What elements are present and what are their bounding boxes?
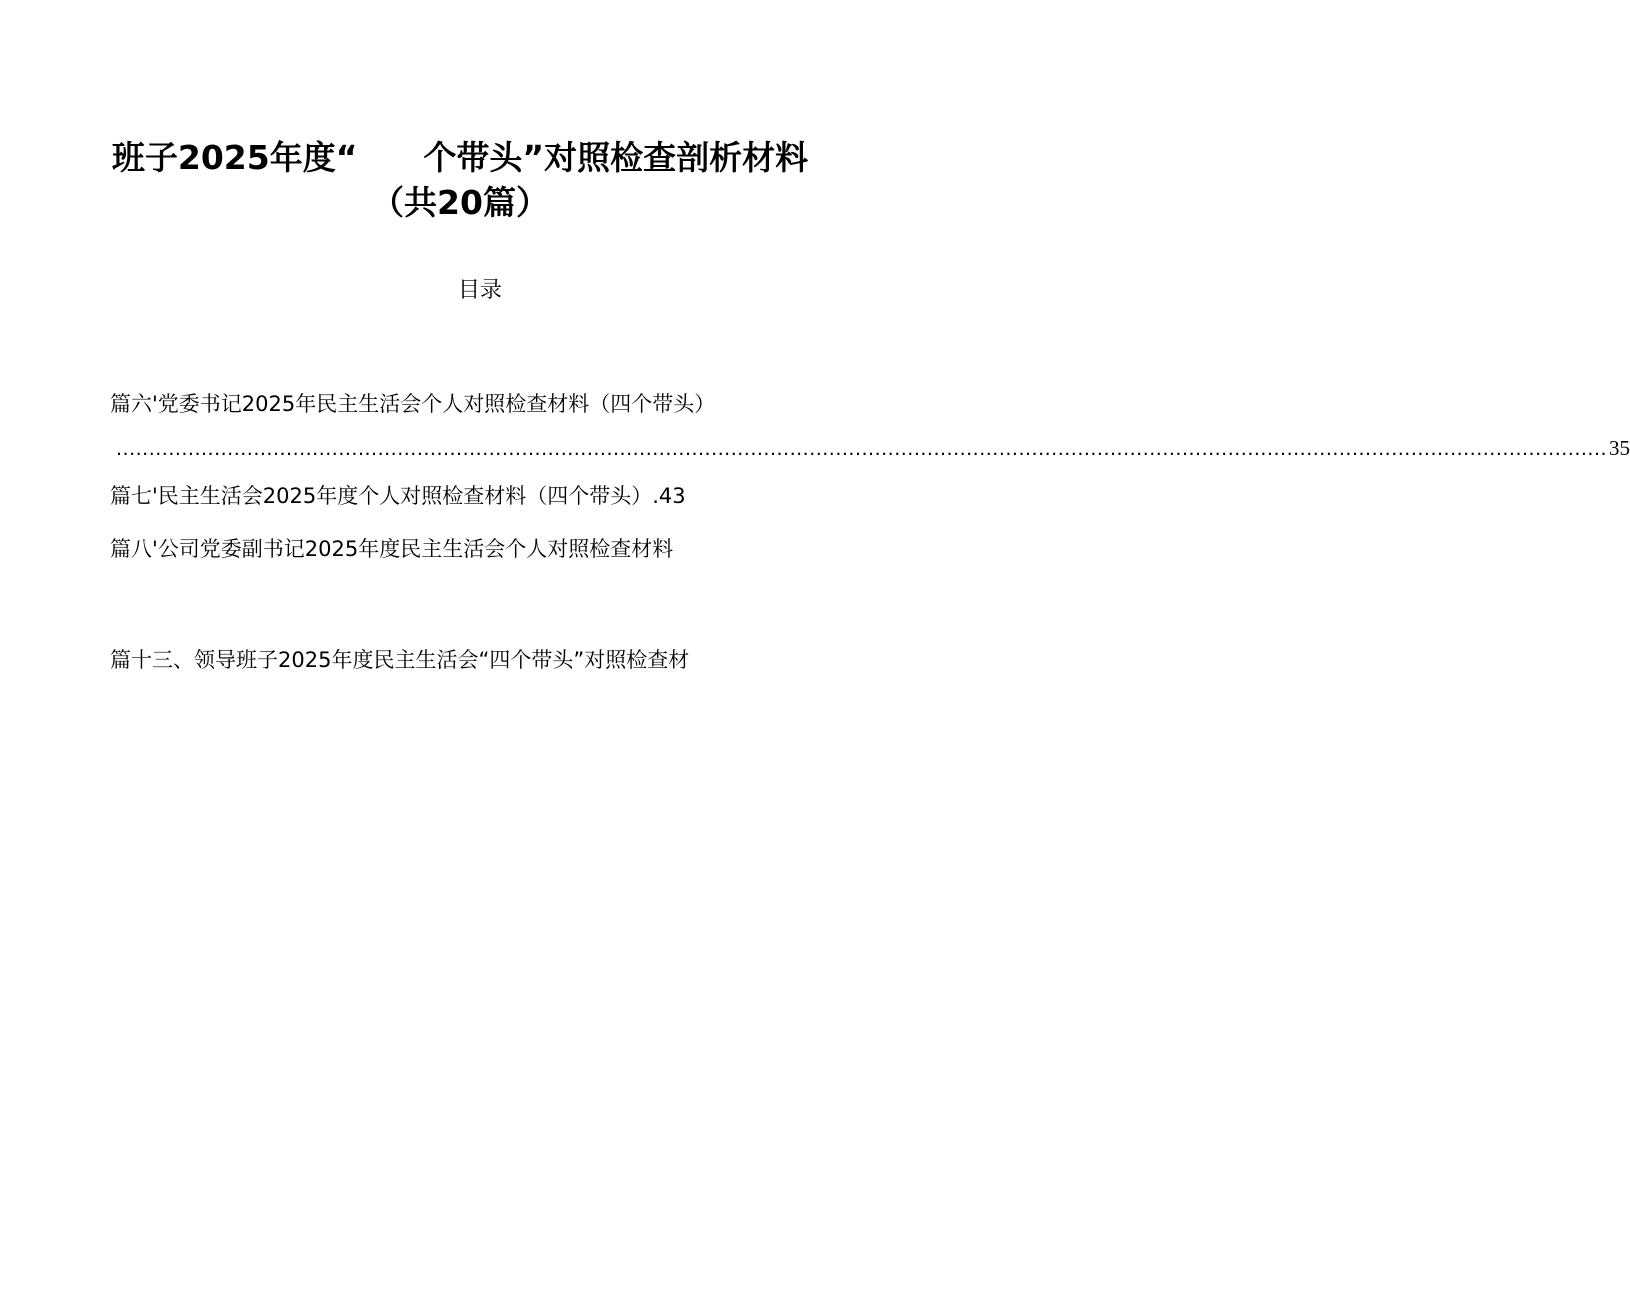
- toc-heading: 目录: [457, 278, 502, 303]
- toc-entry-6-leader: [116, 434, 1630, 463]
- toc-entry-6-page: 35: [1609, 436, 1630, 460]
- document-subtitle: （共20篇）: [371, 183, 549, 222]
- toc-entry-7[interactable]: 篇七'民主生活会2025年度个人对照检查材料（四个带头）.43: [110, 484, 686, 508]
- toc-entry-13[interactable]: 篇十三、领导班子2025年度民主生活会“四个带头”对照检查材: [110, 648, 690, 672]
- toc-entry-6[interactable]: 篇六'党委书记2025年民主生活会个人对照检查材料（四个带头）: [110, 392, 716, 416]
- leader-dots: ....................................................................................................................................................................................................................................: [116, 438, 1608, 460]
- toc-entry-8[interactable]: 篇八'公司党委副书记2025年度民主生活会个人对照检查材料: [110, 537, 674, 561]
- document-title: 班子2025年度“ 个带头”对照检查剖析材料: [111, 138, 809, 177]
